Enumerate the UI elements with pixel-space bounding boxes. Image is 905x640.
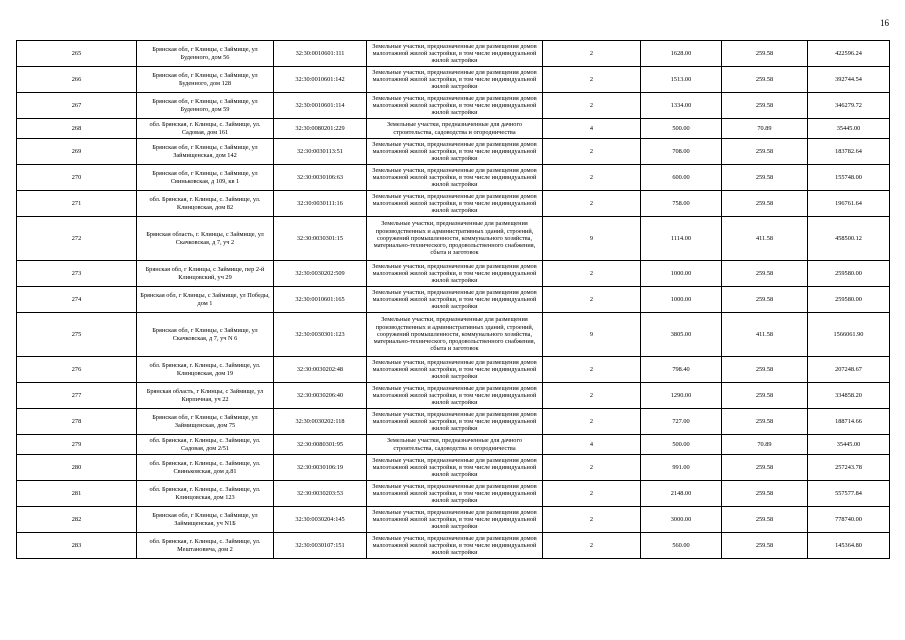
rate-cell: 259.58 bbox=[722, 261, 808, 287]
area-cell: 500.00 bbox=[641, 119, 722, 139]
row-number-cell: 267 bbox=[17, 93, 137, 119]
land-use-cell: Земельные участки, предназначенные для размещения домов малоэтажной жилой застройки, в том числе индивидуальной жилой застройки bbox=[367, 357, 543, 383]
area-cell: 1334.00 bbox=[641, 93, 722, 119]
area-cell: 727.00 bbox=[641, 409, 722, 435]
cadastral-number-cell: 32:30:0030301:15 bbox=[274, 217, 367, 261]
row-number-cell: 283 bbox=[17, 533, 137, 559]
cadastral-number-cell: 32:30:0030206:40 bbox=[274, 383, 367, 409]
address-cell: обл. Брянская, г. Клинцы, с. Займище, ул. Садовая, дом 161 bbox=[137, 119, 274, 139]
cadastral-number-cell: 32:30:0030204:145 bbox=[274, 507, 367, 533]
cadastral-value-cell: 557577.84 bbox=[808, 481, 890, 507]
group-cell: 2 bbox=[543, 409, 641, 435]
cadastral-number-cell: 32:30:0030202:118 bbox=[274, 409, 367, 435]
area-cell: 991.00 bbox=[641, 455, 722, 481]
cadastral-number-cell: 32:30:0030113:51 bbox=[274, 139, 367, 165]
address-cell: Брянская обл, г Клинцы, с Займище, ул Займищенская, дом 75 bbox=[137, 409, 274, 435]
land-use-cell: Земельные участки, предназначенные для дачного строительства, садоводства и огородничества bbox=[367, 119, 543, 139]
group-cell: 4 bbox=[543, 435, 641, 455]
land-use-cell: Земельные участки, предназначенные для размещения домов малоэтажной жилой застройки, в том числе индивидуальной жилой застройки bbox=[367, 191, 543, 217]
cadastral-number-cell: 32:30:0030202:48 bbox=[274, 357, 367, 383]
row-number-cell: 274 bbox=[17, 287, 137, 313]
land-use-cell: Земельные участки, предназначенные для размещения домов малоэтажной жилой застройки, в том числе индивидуальной жилой застройки bbox=[367, 41, 543, 67]
group-cell: 2 bbox=[543, 67, 641, 93]
area-cell: 1628.00 bbox=[641, 41, 722, 67]
rate-cell: 259.58 bbox=[722, 533, 808, 559]
land-use-cell: Земельные участки, предназначенные для размещения домов малоэтажной жилой застройки, в том числе индивидуальной жилой застройки bbox=[367, 533, 543, 559]
area-cell: 1290.00 bbox=[641, 383, 722, 409]
area-cell: 3805.00 bbox=[641, 313, 722, 357]
group-cell: 9 bbox=[543, 313, 641, 357]
table-row bbox=[17, 261, 890, 287]
table-row bbox=[17, 409, 890, 435]
land-use-cell: Земельные участки, предназначенные для размещения домов малоэтажной жилой застройки, в том числе индивидуальной жилой застройки bbox=[367, 93, 543, 119]
cadastral-value-cell: 422596.24 bbox=[808, 41, 890, 67]
area-cell: 500.00 bbox=[641, 435, 722, 455]
row-number-cell: 273 bbox=[17, 261, 137, 287]
cadastral-number-cell: 32:30:0030301:123 bbox=[274, 313, 367, 357]
group-cell: 2 bbox=[543, 261, 641, 287]
row-number-cell: 281 bbox=[17, 481, 137, 507]
cadastral-value-cell: 207248.67 bbox=[808, 357, 890, 383]
group-cell: 2 bbox=[543, 93, 641, 119]
rate-cell: 411.58 bbox=[722, 313, 808, 357]
area-cell: 708.00 bbox=[641, 139, 722, 165]
table-row bbox=[17, 435, 890, 455]
address-cell: Брянская обл, г Клинцы, с Займище, ул Займищенская, дом 142 bbox=[137, 139, 274, 165]
rate-cell: 259.58 bbox=[722, 139, 808, 165]
rate-cell: 259.58 bbox=[722, 409, 808, 435]
cadastral-value-cell: 257243.78 bbox=[808, 455, 890, 481]
address-cell: обл. Брянская, г. Клинцы, с. Займище, ул. Мештановича, дом 2 bbox=[137, 533, 274, 559]
cadastral-number-cell: 32:30:0080301:95 bbox=[274, 435, 367, 455]
land-use-cell: Земельные участки, предназначенные для дачного строительства, садоводства и огородничества bbox=[367, 435, 543, 455]
group-cell: 2 bbox=[543, 455, 641, 481]
land-use-cell: Земельные участки, предназначенные для размещения домов малоэтажной жилой застройки, в том числе индивидуальной жилой застройки bbox=[367, 67, 543, 93]
address-cell: обл. Брянская, г. Клинцы, с. Займище, ул. Свиньковская, дом д.81 bbox=[137, 455, 274, 481]
cadastral-number-cell: 32:30:0030111:16 bbox=[274, 191, 367, 217]
cadastral-value-cell: 188714.66 bbox=[808, 409, 890, 435]
row-number-cell: 266 bbox=[17, 67, 137, 93]
table-row bbox=[17, 313, 890, 357]
land-use-cell: Земельные участки, предназначенные для размещения домов малоэтажной жилой застройки, в том числе индивидуальной жилой застройки bbox=[367, 261, 543, 287]
land-use-cell: Земельные участки, предназначенные для размещения домов малоэтажной жилой застройки, в том числе индивидуальной жилой застройки bbox=[367, 139, 543, 165]
group-cell: 2 bbox=[543, 481, 641, 507]
rate-cell: 259.58 bbox=[722, 67, 808, 93]
address-cell: Брянская обл, г Клинцы, с Займище, ул Буденного, дом 56 bbox=[137, 41, 274, 67]
address-cell: Брянская обл, г Клинцы, с Займище, ул Скачковская, д 7, уч N 6 bbox=[137, 313, 274, 357]
rate-cell: 259.58 bbox=[722, 507, 808, 533]
table-row bbox=[17, 93, 890, 119]
cadastral-number-cell: 32:30:0030202:509 bbox=[274, 261, 367, 287]
page-number: 16 bbox=[880, 18, 889, 28]
row-number-cell: 277 bbox=[17, 383, 137, 409]
cadastral-value-cell: 392744.54 bbox=[808, 67, 890, 93]
group-cell: 2 bbox=[543, 357, 641, 383]
rate-cell: 259.58 bbox=[722, 287, 808, 313]
area-cell: 2148.00 bbox=[641, 481, 722, 507]
cadastral-value-cell: 1566061.90 bbox=[808, 313, 890, 357]
row-number-cell: 268 bbox=[17, 119, 137, 139]
cadastral-number-cell: 32:30:0010601:142 bbox=[274, 67, 367, 93]
group-cell: 2 bbox=[543, 191, 641, 217]
row-number-cell: 279 bbox=[17, 435, 137, 455]
rate-cell: 259.58 bbox=[722, 41, 808, 67]
table-row bbox=[17, 383, 890, 409]
area-cell: 3000.00 bbox=[641, 507, 722, 533]
land-use-cell: Земельные участки, предназначенные для размещения домов малоэтажной жилой застройки, в том числе индивидуальной жилой застройки bbox=[367, 287, 543, 313]
address-cell: Брянская обл, г Клинцы, с Займище, ул Буденного, дом 59 bbox=[137, 93, 274, 119]
table-row bbox=[17, 357, 890, 383]
land-use-cell: Земельные участки, предназначенные для размещения домов малоэтажной жилой застройки, в том числе индивидуальной жилой застройки bbox=[367, 455, 543, 481]
area-cell: 1000.00 bbox=[641, 261, 722, 287]
address-cell: обл. Брянская, г. Клинцы, с. Займище, ул. Клинцовская, дом 82 bbox=[137, 191, 274, 217]
cadastral-value-cell: 259580.00 bbox=[808, 261, 890, 287]
address-cell: Брянская область, г. Клинцы, с Займище, ул Скачковская, д 7, уч 2 bbox=[137, 217, 274, 261]
group-cell: 2 bbox=[543, 507, 641, 533]
cadastral-value-cell: 259580.00 bbox=[808, 287, 890, 313]
row-number-cell: 265 bbox=[17, 41, 137, 67]
row-number-cell: 270 bbox=[17, 165, 137, 191]
table-row bbox=[17, 217, 890, 261]
land-use-cell: Земельные участки, предназначенные для размещения домов малоэтажной жилой застройки, в том числе индивидуальной жилой застройки bbox=[367, 409, 543, 435]
table-row bbox=[17, 533, 890, 559]
row-number-cell: 278 bbox=[17, 409, 137, 435]
address-cell: Брянская обл, г Клинцы, с Займище, ул Свиньковская, д 109, кв 1 bbox=[137, 165, 274, 191]
cadastral-number-cell: 32:30:0030203:53 bbox=[274, 481, 367, 507]
table-row bbox=[17, 165, 890, 191]
rate-cell: 259.58 bbox=[722, 383, 808, 409]
cadastral-value-cell: 196761.64 bbox=[808, 191, 890, 217]
row-number-cell: 269 bbox=[17, 139, 137, 165]
land-use-cell: Земельные участки, предназначенные для размещения домов малоэтажной жилой застройки, в том числе индивидуальной жилой застройки bbox=[367, 507, 543, 533]
area-cell: 1000.00 bbox=[641, 287, 722, 313]
address-cell: Брянская обл, г Клинцы, с Займище, ул Победы, дом 1 bbox=[137, 287, 274, 313]
cadastral-value-cell: 183782.64 bbox=[808, 139, 890, 165]
cadastral-number-cell: 32:30:0010601:165 bbox=[274, 287, 367, 313]
rate-cell: 259.58 bbox=[722, 93, 808, 119]
rate-cell: 259.58 bbox=[722, 165, 808, 191]
cadastral-number-cell: 32:30:0010601:111 bbox=[274, 41, 367, 67]
cadastral-number-cell: 32:30:0030106:19 bbox=[274, 455, 367, 481]
cadastral-value-cell: 35445.00 bbox=[808, 435, 890, 455]
table-row bbox=[17, 119, 890, 139]
table-row bbox=[17, 191, 890, 217]
land-use-cell: Земельные участки, предназначенные для размещения домов малоэтажной жилой застройки, в том числе индивидуальной жилой застройки bbox=[367, 383, 543, 409]
group-cell: 2 bbox=[543, 41, 641, 67]
land-use-cell: Земельные участки, предназначенные для размещения производственных и административных зданий, строений, сооружений промышленности, коммунального хозяйства, материально-технического, продовольственного снабжения, сбыта и заготовок bbox=[367, 313, 543, 357]
table-row bbox=[17, 507, 890, 533]
area-cell: 1114.00 bbox=[641, 217, 722, 261]
address-cell: Брянская обл, г Клинцы, с Займище, пер 2-й Клинцовский, уч 29 bbox=[137, 261, 274, 287]
address-cell: обл. Брянская, г. Клинцы, с. Займище, ул. Клинцовская, дом 19 bbox=[137, 357, 274, 383]
cadastral-value-cell: 35445.00 bbox=[808, 119, 890, 139]
cadastral-number-cell: 32:30:0010601:114 bbox=[274, 93, 367, 119]
rate-cell: 70.89 bbox=[722, 119, 808, 139]
table-row bbox=[17, 139, 890, 165]
rate-cell: 259.58 bbox=[722, 357, 808, 383]
address-cell: обл. Брянская, г. Клинцы, с. Займище, ул. Садовая, дом 2/51 bbox=[137, 435, 274, 455]
group-cell: 9 bbox=[543, 217, 641, 261]
area-cell: 560.00 bbox=[641, 533, 722, 559]
cadastral-number-cell: 32:30:0080201:229 bbox=[274, 119, 367, 139]
table-row bbox=[17, 287, 890, 313]
address-cell: Брянская обл, г Клинцы, с Займище, ул Буденного, дом 128 bbox=[137, 67, 274, 93]
group-cell: 2 bbox=[543, 165, 641, 191]
address-cell: Брянская обл, г Клинцы, с Займище, ул Займищенская, уч N1Б bbox=[137, 507, 274, 533]
table-row bbox=[17, 481, 890, 507]
row-number-cell: 272 bbox=[17, 217, 137, 261]
cadastral-value-cell: 778740.00 bbox=[808, 507, 890, 533]
table-row bbox=[17, 67, 890, 93]
cadastral-value-cell: 346279.72 bbox=[808, 93, 890, 119]
table-row bbox=[17, 455, 890, 481]
cadastral-number-cell: 32:30:0030107:151 bbox=[274, 533, 367, 559]
cadastral-value-cell: 145364.80 bbox=[808, 533, 890, 559]
table-row bbox=[17, 41, 890, 67]
area-cell: 798.40 bbox=[641, 357, 722, 383]
land-use-cell: Земельные участки, предназначенные для размещения домов малоэтажной жилой застройки, в том числе индивидуальной жилой застройки bbox=[367, 481, 543, 507]
row-number-cell: 275 bbox=[17, 313, 137, 357]
cadastral-value-cell: 334858.20 bbox=[808, 383, 890, 409]
cadastral-number-cell: 32:30:0030106:63 bbox=[274, 165, 367, 191]
rate-cell: 411.58 bbox=[722, 217, 808, 261]
land-use-cell: Земельные участки, предназначенные для размещения производственных и административных зданий, строений, сооружений промышленности, коммунального хозяйства, материально-технического, продовольственного снабжения, сбыта и заготовок bbox=[367, 217, 543, 261]
rate-cell: 259.58 bbox=[722, 191, 808, 217]
area-cell: 1513.00 bbox=[641, 67, 722, 93]
table-body bbox=[17, 41, 890, 559]
group-cell: 2 bbox=[543, 287, 641, 313]
cadastral-value-cell: 458500.12 bbox=[808, 217, 890, 261]
row-number-cell: 271 bbox=[17, 191, 137, 217]
row-number-cell: 280 bbox=[17, 455, 137, 481]
area-cell: 758.00 bbox=[641, 191, 722, 217]
group-cell: 4 bbox=[543, 119, 641, 139]
land-plots-table bbox=[16, 40, 890, 559]
land-use-cell: Земельные участки, предназначенные для размещения домов малоэтажной жилой застройки, в том числе индивидуальной жилой застройки bbox=[367, 165, 543, 191]
group-cell: 2 bbox=[543, 139, 641, 165]
row-number-cell: 282 bbox=[17, 507, 137, 533]
area-cell: 600.00 bbox=[641, 165, 722, 191]
group-cell: 2 bbox=[543, 533, 641, 559]
address-cell: Брянская область, г Клинцы, с Займище, ул Кирпичная, уч 22 bbox=[137, 383, 274, 409]
cadastral-value-cell: 155748.00 bbox=[808, 165, 890, 191]
rate-cell: 259.58 bbox=[722, 455, 808, 481]
rate-cell: 70.89 bbox=[722, 435, 808, 455]
address-cell: обл. Брянская, г. Клинцы, с. Займище, ул. Клинцовская, дом 123 bbox=[137, 481, 274, 507]
rate-cell: 259.58 bbox=[722, 481, 808, 507]
row-number-cell: 276 bbox=[17, 357, 137, 383]
group-cell: 2 bbox=[543, 383, 641, 409]
